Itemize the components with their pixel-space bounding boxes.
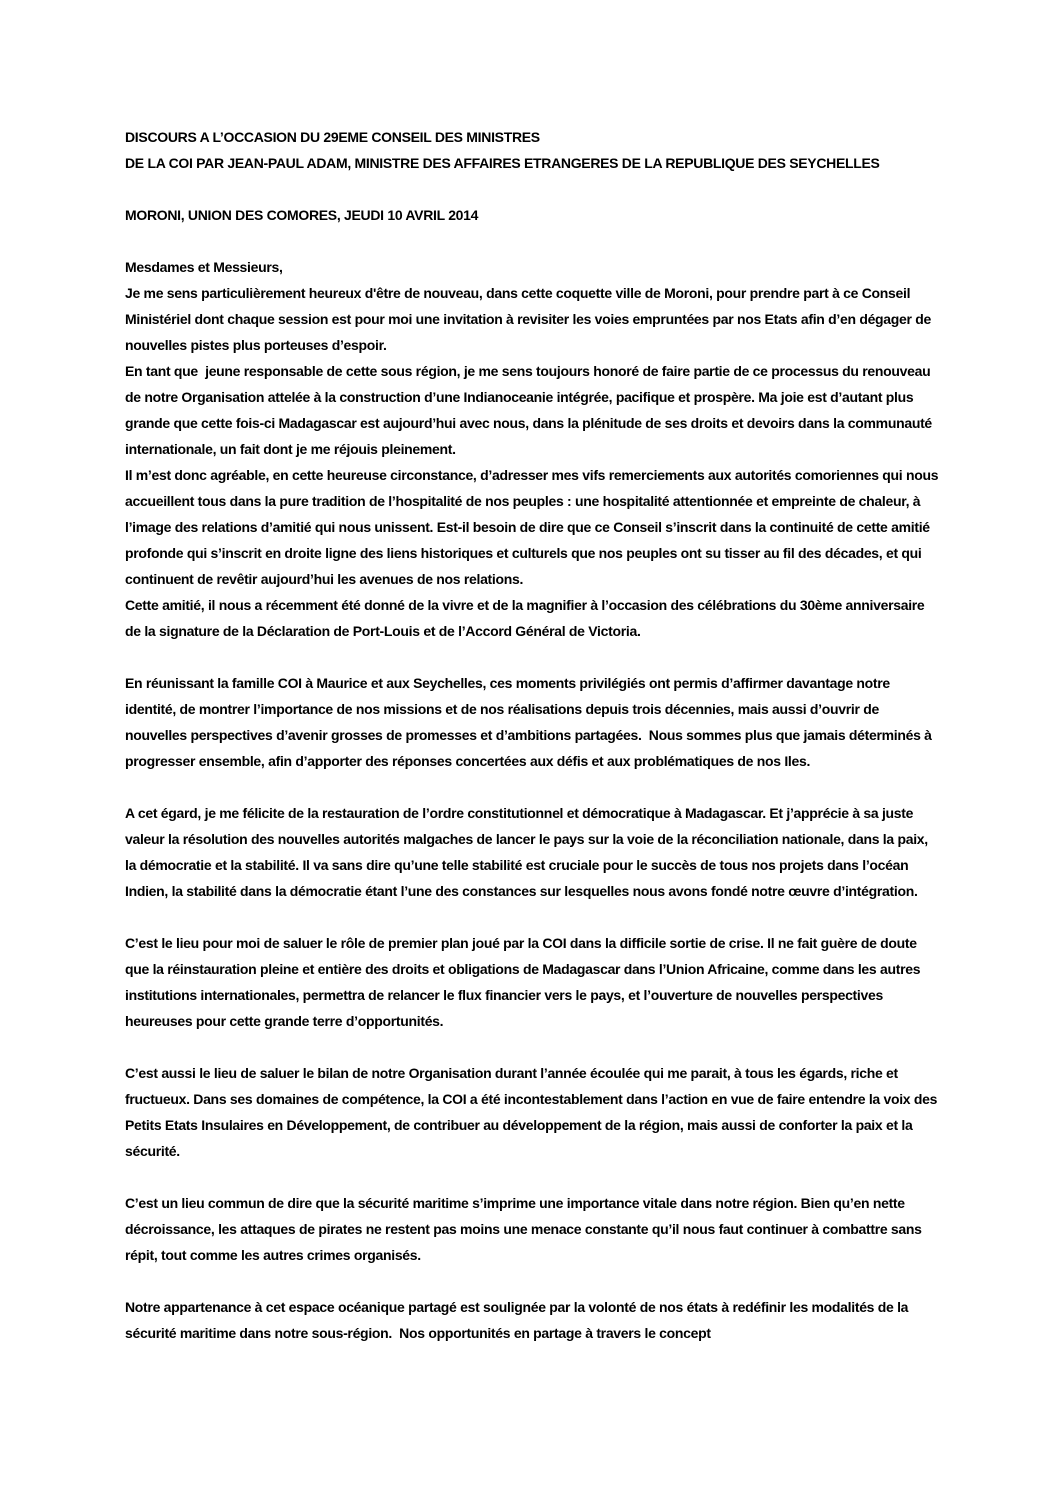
document-date-line: MORONI, UNION DES COMORES, JEUDI 10 AVRIL 2014 [125, 207, 479, 223]
paragraph-block-4 [125, 930, 939, 1034]
document-title-line-2: DE LA COI PAR JEAN-PAUL ADAM, MINISTRE DES AFFAIRES ETRANGERES DE LA REPUBLIQUE DES SEYCHELLES [125, 155, 880, 171]
paragraph: En tant que jeune responsable de cette sous région, je me sens toujours honoré de faire partie de ce processus du renouveau de notre Organisation attelée à la construction d’une Indianoceanie intégrée, pacifique et prospère. Ma joie est d’autant plus grande que cette fois-ci Madagascar est aujourd’hui avec nous, dans la plénitude de ses droits et devoirs dans la communauté internationale, un fait dont je me réjouis pleinement. [125, 363, 936, 457]
document-title-line-1: DISCOURS A L’OCCASION DU 29EME CONSEIL DES MINISTRES [125, 129, 540, 145]
paragraph-block-7 [125, 1294, 939, 1346]
salutation-line: Mesdames et Messieurs, [125, 259, 283, 275]
paragraph: Je me sens particulièrement heureux d'être de nouveau, dans cette coquette ville de Moroni, pour prendre part à ce Conseil Ministériel dont chaque session est pour moi une invitation à revisiter les voies empruntées par nos Etats afin d’en dégager de nouvelles pistes plus porteuses d’espoir. [125, 285, 935, 353]
paragraph: En réunissant la famille COI à Maurice et aux Seychelles, ces moments privilégiés ont permis d’affirmer davantage notre identité, de montrer l’importance de nos missions et de nos réalisations depuis trois décennies, mais aussi d’ouvrir de nouvelles perspectives d’avenir grosses de promesses et d’ambitions partagées. Nous sommes plus que jamais déterminés à progresser ensemble, afin d’apporter des réponses concertées aux défis et aux problématiques de nos Iles. [125, 675, 936, 769]
paragraph: A cet égard, je me félicite de la restauration de l’ordre constitutionnel et démocratique à Madagascar. Et j’apprécie à sa juste valeur la résolution des nouvelles autorités malgaches de lancer le pays sur la voie de la réconciliation nationale, dans la paix, la démocratie et la stabilité. Il va sans dire qu’une telle stabilité est cruciale pour le succès de tous nos projets dans l’océan Indien, la stabilité dans la démocratie étant l’une des constances sur lesquelles nous avons fondé notre œuvre d’intégration. [125, 805, 932, 899]
paragraph: Cette amitié, il nous a récemment été donné de la vivre et de la magnifier à l’occasion des célébrations du 30ème anniversaire de la signature de la Déclaration de Port-Louis et de l’Accord Général de Victoria. [125, 597, 929, 639]
paragraph-block-2 [125, 670, 939, 774]
paragraph: C’est aussi le lieu de saluer le bilan de notre Organisation durant l’année écoulée qui me parait, à tous les égards, riche et fructueux. Dans ses domaines de compétence, la COI a été incontestablement dans l’action en vue de faire entendre la voix des Petits Etats Insulaires en Développement, de contribuer au développement de la région, mais aussi de conforter la paix et la sécurité. [125, 1065, 941, 1159]
paragraph: Notre appartenance à cet espace océanique partagé est soulignée par la volonté de nos états à redéfinir les modalités de la sécurité maritime dans notre sous-région. Nos opportunités en partage à travers le concept [125, 1299, 912, 1341]
paragraph: C’est un lieu commun de dire que la sécurité maritime s’imprime une importance vitale dans notre région. Bien qu’en nette décroissance, les attaques de pirates ne restent pas moins une menace constante qu’il nous faut continuer à combattre sans répit, tout comme les autres crimes organisés. [125, 1195, 926, 1263]
paragraph-block-1 [125, 254, 942, 644]
paragraph: C’est le lieu pour moi de saluer le rôle de premier plan joué par la COI dans la difficile sortie de crise. Il ne fait guère de doute que la réinstauration pleine et entière des droits et obligations de Madagascar dans l’Union Africaine, comme dans les autres institutions internationales, permettra de relancer le flux financier vers le pays, et l’ouverture de nouvelles perspectives heureuses pour cette grande terre d’opportunités. [125, 935, 924, 1029]
paragraph-block-5 [125, 1060, 939, 1164]
paragraph: Il m’est donc agréable, en cette heureuse circonstance, d’adresser mes vifs remerciements aux autorités comoriennes qui nous accueillent tous dans la pure tradition de l’hospitalité de nos peuples : une hospitalité attentionnée et empreinte de chaleur, à l’image des relations d’amitié qui nous unissent. Est-il besoin de dire que ce Conseil s’inscrit dans la continuité de cette amitié profonde qui s’inscrit en droite ligne des liens historiques et culturels que nos peuples ont su tisser au fil des décades, et qui continuent de revêtir aujourd’hui les avenues de nos relations. [125, 467, 942, 587]
paragraph-block-6 [125, 1190, 939, 1268]
paragraph-block-3 [125, 800, 939, 904]
document-content [125, 124, 942, 1346]
